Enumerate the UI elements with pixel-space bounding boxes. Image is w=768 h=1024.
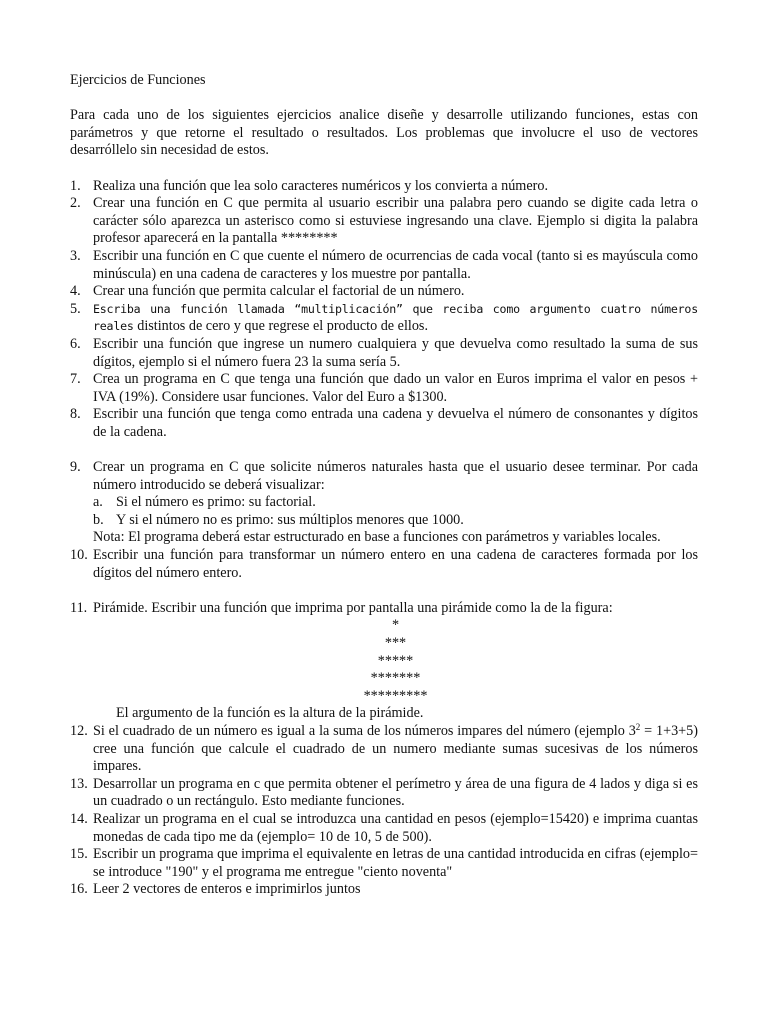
list-item-11: 11. Pirámide. Escribir una función que imprima por pantalla una pirámide como la de la figura: xyxy=(70,599,613,616)
sub-item-b: b. Y si el número no es primo: sus múltiplos menores que 1000. xyxy=(93,511,464,528)
list-item-5: 5. Escriba una función llamada “multiplicación” que reciba como argumento cuatro números reales distintos de cero y que regrese el producto de ellos. xyxy=(70,300,698,335)
pyramid-row: ***** xyxy=(377,652,414,669)
list-item-3: 3. Escribir una función en C que cuente el número de ocurrencias de cada vocal (tanto si es mayúscula como minúscula) en una cadena de caracteres y los muestre por pantalla. xyxy=(70,247,698,282)
list-item-13: 13. Desarrollar un programa en c que permita obtener el perímetro y área de una figura de 4 lados y diga si es un cuadrado o un rectángulo. Esto mediante funciones. xyxy=(70,775,698,810)
list-item-15: 15. Escribir un programa que imprima el equivalente en letras de una cantidad introducida en cifras (ejemplo= se introduce "190" y el programa me entregue "ciento noventa" xyxy=(70,846,698,880)
document-page xyxy=(70,72,698,899)
superscript: 2 xyxy=(635,721,641,732)
list-item-16: 16. Leer 2 vectores de enteros e imprimirlos juntos xyxy=(70,881,361,898)
pyramid-row: ********* xyxy=(363,687,428,704)
pyramid-row: * xyxy=(391,617,400,634)
monospace-fragment: Escriba una función llamada “multiplicación” que reciba como argumento cuatro números reales xyxy=(93,301,698,334)
item-11-note: El argumento de la función es la altura de la pirámide. xyxy=(116,705,424,722)
item-9-note: Nota: El programa deberá estar estructurado en base a funciones con parámetros y variables locales. xyxy=(93,529,661,546)
document-title: Ejercicios de Funciones xyxy=(70,72,206,88)
list-item-4: 4. Crear una función que permita calcular el factorial de un número. xyxy=(70,283,465,300)
list-item-10: 10. Escribir una función para transformar un número entero en una cadena de caracteres formada por los dígitos del número entero. xyxy=(70,547,698,581)
list-item-14: 14. Realizar un programa en el cual se introduzca una cantidad en pesos (ejemplo=15420) e imprima cuantas monedas de cada tipo me da (ejemplo= 10 de 10, 5 de 500). xyxy=(70,810,698,845)
list-item-1: 1. Realiza una función que lea solo caracteres numéricos y los convierta a número. xyxy=(70,177,548,194)
pyramid-row: *** xyxy=(384,635,407,651)
intro-paragraph: Para cada uno de los siguientes ejercicios analice diseñe y desarrolle utilizando funciones, estas con parámetros y que retorne el resultado o resultados. Los problemas que involucre el uso de vectores desarróllelo sin necesidad de estos. xyxy=(70,107,698,159)
list-item-2: 2. Crear una función en C que permita al usuario escribir una palabra pero cuando se digite cada letra o carácter sólo aparezca un asterisco como si estuviese ingresando una clave. Ejemplo si digita la palabra profesor aparecerá en la pantalla ******** xyxy=(70,195,698,247)
list-item-7: 7. Crea un programa en C que tenga una función que dado un valor en Euros imprima el valor en pesos + IVA (19%). Considere usar funciones. Valor del Euro a $1300. xyxy=(70,371,698,405)
sub-item-a: a. Si el número es primo: su factorial. xyxy=(93,494,316,511)
list-item-6: 6. Escribir una función que ingrese un numero cualquiera y que devuelva como resultado la suma de sus dígitos, ejemplo si el número fuera 23 la suma sería 5. xyxy=(70,335,698,370)
pyramid-row: ******* xyxy=(370,670,421,687)
list-item-9: 9. Crear un programa en C que solicite números naturales hasta que el usuario desee terminar. Por cada número introducido se deberá visualizar: xyxy=(70,459,698,493)
pyramid-figure xyxy=(93,617,698,705)
list-item-8: 8. Escribir una función que tenga como entrada una cadena y devuelva el número de consonantes y dígitos de la cadena. xyxy=(70,406,698,440)
list-item-12: 12. Si el cuadrado de un número es igual a la suma de los números impares del número (ejemplo $3^2 = 1+3+5$) cree una función que calcule el cuadrado de un numero mediante sumas sucesivas de los números impares. xyxy=(70,721,698,775)
